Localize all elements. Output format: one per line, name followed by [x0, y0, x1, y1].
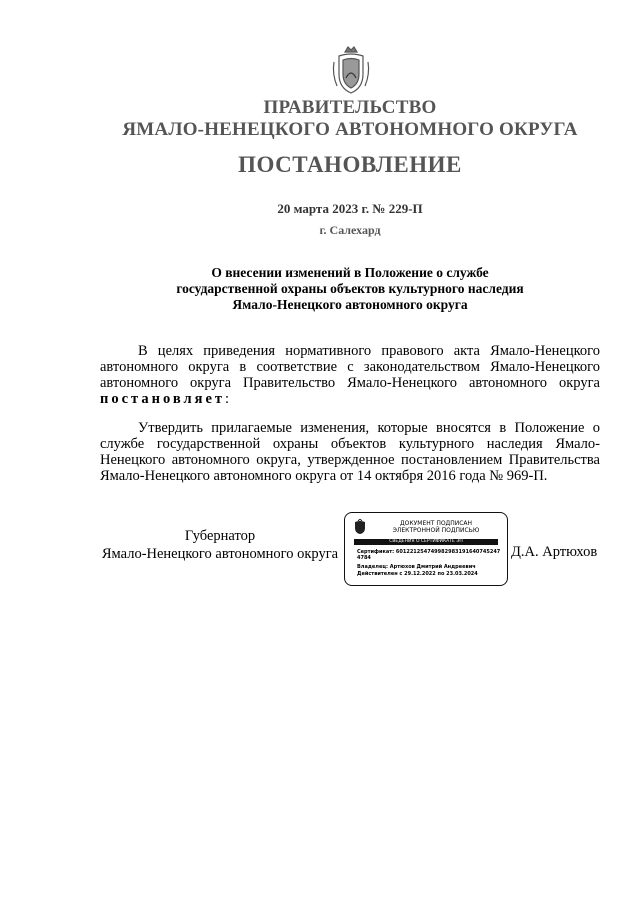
title-line-3: Ямало-Ненецкого автономного округа: [232, 297, 468, 312]
org-line-1: ПРАВИТЕЛЬСТВО: [263, 97, 437, 118]
org-line-2: ЯМАЛО-НЕНЕЦКОГО АВТОНОМНОГО ОКРУГА: [122, 119, 578, 140]
paragraph-1: [100, 343, 600, 407]
stamp-validity: Действителен с 29.12.2022 по 23.03.2024: [357, 571, 478, 577]
paragraph-1-end: :: [225, 391, 230, 407]
electronic-signature-stamp: [344, 512, 508, 586]
title-line-2: государственной охраны объектов культурного наследия: [176, 281, 524, 296]
city: г. Салехард: [319, 223, 381, 237]
organization-name: [60, 97, 640, 141]
signatory-title-line-2: Ямало-Ненецкого автономного округа: [101, 546, 339, 562]
stamp-cert-bar: СВЕДЕНИЯ О СЕРТИФИКАТЕ ЭП: [354, 539, 498, 545]
coat-of-arms-emblem: [329, 44, 373, 96]
signatory-title: [100, 527, 340, 563]
stamp-cert-number-cont: 4784: [357, 555, 371, 561]
stamp-heading-line-2: ЭЛЕКТРОННОЙ ПОДПИСЬЮ: [392, 527, 480, 534]
stamp-emblem-icon: [353, 519, 367, 535]
paragraph-2: Утвердить прилагаемые изменения, которые вносятся в Положение о службе государственной охраны объектов культурного наследия Ямало-Ненецкого автономного округа, утвержденное постановлением Правительства Ямало-Ненецкого автономного округа от 14 октября 2016 года № 969-П.: [100, 420, 600, 484]
paragraph-1-text: В целях приведения нормативного правового акта Ямало-Ненецкого автономного округа в соответствие с законодательством Ямало-Ненецкого автономного округа Правительство Ямало-Ненецкого автономного округа: [100, 343, 600, 391]
document-type: ПОСТАНОВЛЕНИЕ: [238, 152, 462, 177]
stamp-heading: [371, 520, 501, 534]
stamp-owner: Владелец: Артюхов Дмитрий Андреевич: [357, 564, 476, 570]
document-title: [100, 265, 600, 313]
stamp-cert-number: Сертификат: 601221254749982983191640745247: [357, 549, 501, 555]
signatory-name: Д.А. Артюхов: [511, 544, 598, 560]
title-line-1: О внесении изменений в Положение о службе: [211, 265, 489, 280]
resolves-word: постановляет: [100, 391, 226, 407]
signatory-title-line-1: Губернатор: [184, 528, 256, 544]
date-and-number: 20 марта 2023 г. № 229-П: [277, 201, 423, 216]
stamp-heading-line-1: ДОКУМЕНТ ПОДПИСАН: [399, 520, 473, 527]
